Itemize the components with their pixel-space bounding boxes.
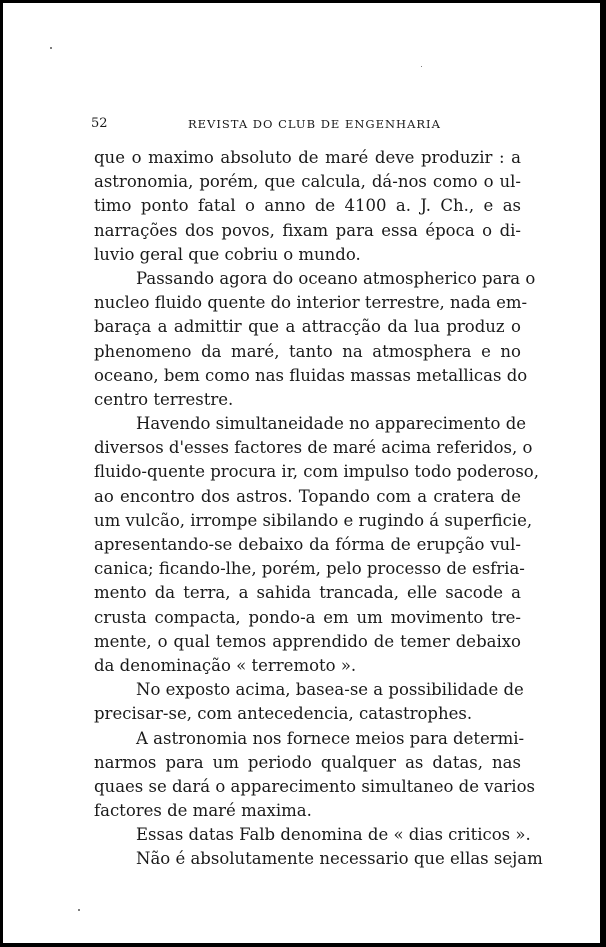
paper-speck	[78, 909, 80, 911]
text-line: phenomeno da maré, tanto na atmosphera e no	[94, 341, 521, 361]
text-line: oceano, bem como nas fluidas massas metallicas do	[94, 365, 528, 385]
text-line: timo ponto fatal o anno de 4100 a. J. Ch., e as	[94, 196, 521, 216]
text-line: factores de maré maxima.	[94, 801, 312, 821]
book-page	[3, 3, 600, 943]
text-line: nucleo fluido quente do interior terrestre, nada em-	[94, 293, 528, 313]
text-line: apresentando-se debaixo da fórma de erupção vul-	[94, 535, 521, 554]
text-line: astronomia, porém, que calcula, dá-nos como o ul-	[94, 172, 521, 192]
page-edge	[600, 0, 606, 947]
text-line: ao encontro dos astros. Topando com a cratera de	[94, 486, 521, 506]
text-line: da denominação « terremoto ».	[94, 655, 357, 675]
text-line: crusta compacta, pondo-a em um movimento tre-	[94, 607, 521, 627]
text-line: A astronomia nos fornece meios para determi-	[136, 728, 525, 748]
text-line: luvio geral que cobriu o mundo.	[94, 244, 361, 264]
text-line: Não é absolutamente necessario que ellas sejam	[136, 849, 543, 869]
text-line: precisar-se, com antecedencia, catastrophes.	[94, 704, 473, 724]
text-line: narmos para um periodo qualquer as datas, nas	[94, 752, 521, 772]
text-line: baraça a admittir que a attracção da lua produz o	[94, 317, 521, 337]
text-line: fluido-quente procura ir, com impulso todo poderoso,	[94, 462, 539, 482]
text-line: um vulcão, irrompe sibilando e rugindo á superficie,	[94, 510, 533, 530]
text-line: narrações dos povos, fixam para essa época o di-	[94, 220, 521, 240]
text-line: diversos d'esses factores de maré acima referidos, o	[94, 438, 533, 458]
text-line: No exposto acima, basea-se a possibilidade de	[136, 680, 524, 700]
text-line: Passando agora do oceano atmospherico para o	[136, 268, 536, 288]
text-line: mente, o qual temos apprendido de temer debaixo	[94, 631, 521, 651]
text-line: quaes se dará o apparecimento simultaneo de varios	[94, 776, 535, 796]
running-head: REVISTA DO CLUB DE ENGENHARIA	[188, 117, 441, 131]
page-number: 52	[91, 116, 108, 131]
text-line: que o maximo absoluto de maré deve produzir : a	[94, 148, 521, 167]
text-line: canica; ficando-lhe, porém, pelo processo de esfria-	[94, 559, 525, 579]
text-line: Havendo simultaneidade no apparecimento de	[136, 414, 527, 434]
text-line: mento da terra, a sahida trancada, elle sacode a	[94, 583, 521, 603]
body-text	[94, 146, 543, 872]
text-line: Essas datas Falb denomina de « dias criticos ».	[136, 825, 531, 845]
text-line: centro terrestre.	[94, 389, 234, 409]
page-header	[91, 116, 521, 136]
paper-speck	[421, 66, 422, 67]
paper-speck	[50, 47, 52, 49]
